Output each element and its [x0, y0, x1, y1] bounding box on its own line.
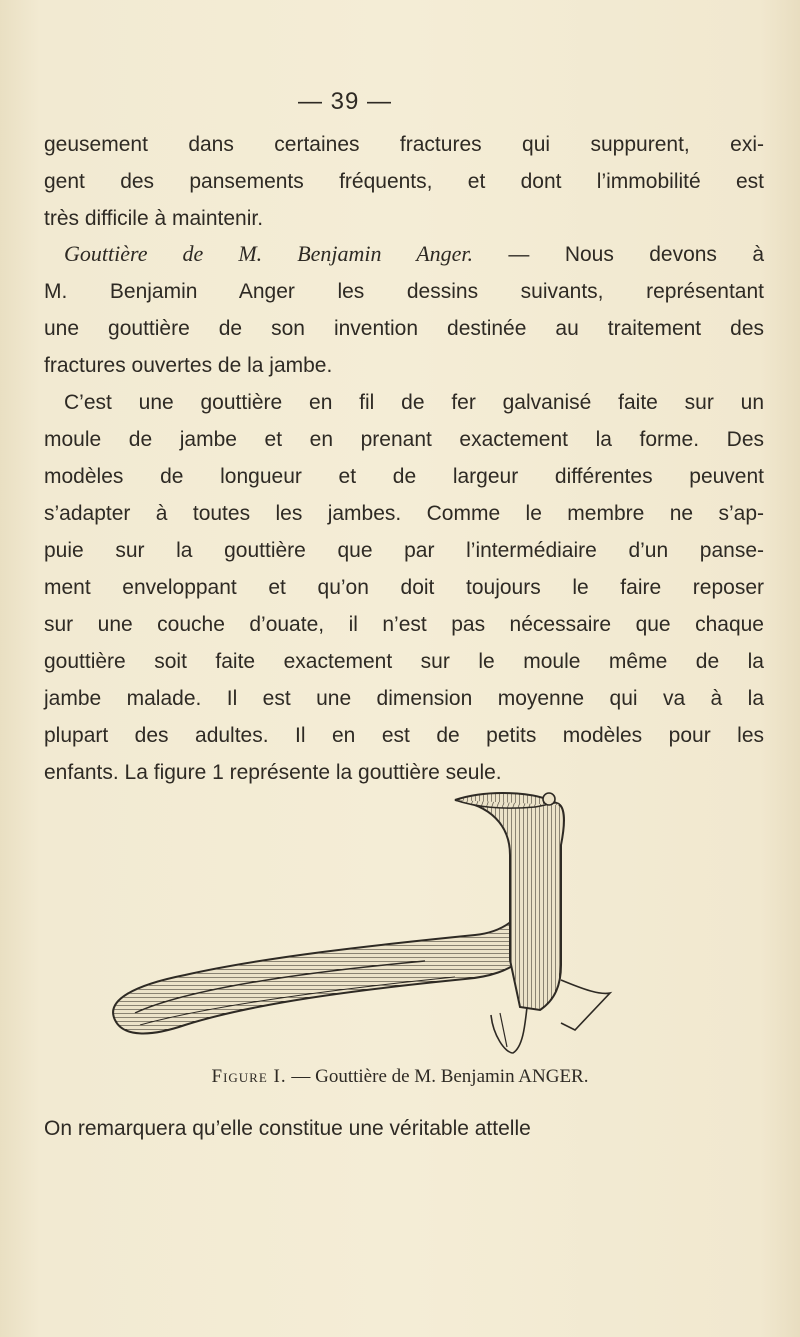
- text-line: plupart des adultes. Il en est de petits modèles pour les: [44, 724, 764, 747]
- text-line: ment enveloppant et qu’on doit toujours le faire reposer: [44, 576, 764, 599]
- section-dash: —: [508, 243, 530, 266]
- caption-label: Figure I.: [211, 1066, 287, 1087]
- figure-illustration: [95, 785, 715, 1060]
- text-line: moule de jambe et en prenant exactement la forme. Des: [44, 428, 764, 451]
- caption-text: — Gouttière de M. Benjamin ANGER.: [291, 1066, 589, 1087]
- text-line: s’adapter à toutes les jambes. Comme le membre ne s’ap-: [44, 502, 764, 525]
- text-line: puie sur la gouttière que par l’intermédiaire d’un panse-: [44, 539, 764, 562]
- closing-line: On remarquera qu’elle constitue une véritable attelle: [44, 1117, 531, 1140]
- section-paragraph-2: [44, 384, 764, 791]
- text-line: modèles de longueur et de largeur différentes peuvent: [44, 465, 764, 488]
- text-fragment: Nous devons à: [564, 243, 764, 266]
- section-title: Gouttière de M. Benjamin Anger.: [64, 241, 474, 266]
- text-line: geusement dans certaines fractures qui suppurent, exi-: [44, 133, 764, 156]
- text-line: jambe malade. Il est une dimension moyenne qui va à la: [44, 687, 764, 710]
- text-line: une gouttière de son invention destinée au traitement des: [44, 317, 764, 340]
- section-heading-line: [44, 235, 764, 273]
- figure-caption: [0, 1066, 800, 1088]
- page-number: — 39 —: [297, 88, 393, 115]
- text-line: sur une couche d’ouate, il n’est pas nécessaire que chaque: [44, 613, 764, 636]
- text-line: gouttière soit faite exactement sur le moule même de la: [44, 650, 764, 673]
- text-line: très difficile à maintenir.: [44, 207, 264, 230]
- intro-paragraph: [44, 126, 764, 237]
- section-paragraph-1: [44, 235, 764, 384]
- leg-splint-drawing: [95, 785, 715, 1060]
- text-line: fractures ouvertes de la jambe.: [44, 354, 333, 377]
- text-line: enfants. La figure 1 représente la gouttière seule.: [44, 761, 502, 784]
- text-line: gent des pansements fréquents, et dont l’immobilité est: [44, 170, 764, 193]
- text-line: M. Benjamin Anger les dessins suivants, représentant: [44, 280, 764, 303]
- text-line: C’est une gouttière en fil de fer galvanisé faite sur un: [64, 391, 764, 414]
